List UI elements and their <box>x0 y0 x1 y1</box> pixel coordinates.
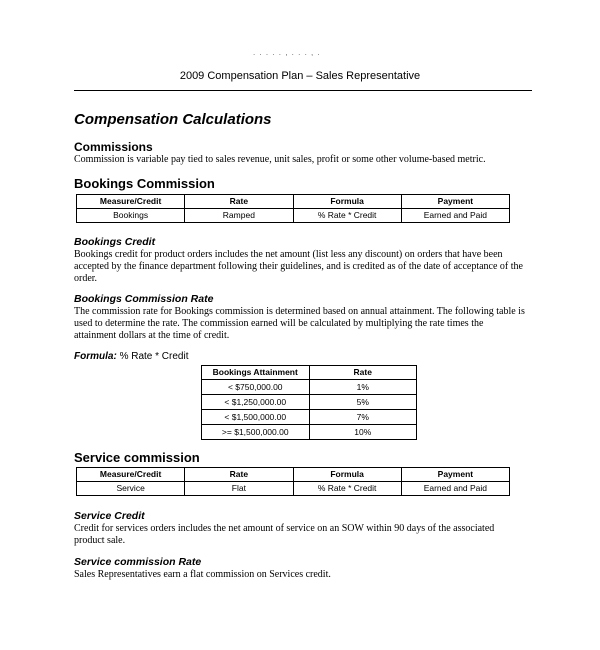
bookings-commission-rate-text: The commission rate for Bookings commission is determined based on annual attainment. The following table is used to determine the rate. The commission earned will be calculated by multiplying the rate times the attainment dollars at the time of credit. <box>74 306 525 341</box>
document-body <box>74 110 526 581</box>
table-cell: 5% <box>309 395 417 410</box>
table-row <box>202 425 417 440</box>
table-cell: < $1,250,000.00 <box>202 395 310 410</box>
header-fragment: . . . . . , . . . , . <box>253 48 321 57</box>
table-cell: Earned and Paid <box>401 482 509 496</box>
service-credit-heading: Service Credit <box>74 510 145 522</box>
commissions-heading: Commissions <box>74 140 153 154</box>
section-title: Compensation Calculations <box>74 111 272 128</box>
table-header-cell: Formula <box>293 195 401 209</box>
table-row <box>202 410 417 425</box>
table-header-row <box>77 468 510 482</box>
table-cell: Earned and Paid <box>401 209 509 223</box>
service-commission-rate-heading: Service commission Rate <box>74 556 202 568</box>
table-cell: Flat <box>185 482 293 496</box>
table-header-cell: Rate <box>185 195 293 209</box>
table-cell: 1% <box>309 380 417 395</box>
table-header-cell: Payment <box>401 195 509 209</box>
table-row <box>202 380 417 395</box>
service-commission-heading: Service commission <box>74 450 200 465</box>
attainment-table <box>201 365 417 440</box>
table-cell: < $1,500,000.00 <box>202 410 310 425</box>
service-commission-table <box>76 467 510 496</box>
table-header-cell: Measure/Credit <box>77 195 185 209</box>
table-cell: % Rate * Credit <box>293 482 401 496</box>
table-header-row <box>202 366 417 380</box>
commissions-text: Commission is variable pay tied to sales revenue, unit sales, profit or some other volume-based metric. <box>74 154 486 165</box>
table-header-cell: Rate <box>185 468 293 482</box>
bookings-credit-text: Bookings credit for product orders includes the net amount (list less any discount) on orders that have been accepted by the finance department following their guidelines, and is credited as of the date of acceptance of the order. <box>74 249 523 284</box>
table-cell: 7% <box>309 410 417 425</box>
table-cell: Service <box>77 482 185 496</box>
service-commission-rate-text: Sales Representatives earn a flat commission on Services credit. <box>74 569 331 580</box>
header-divider <box>74 90 532 91</box>
table-header-cell: Payment <box>401 468 509 482</box>
table-header-cell: Formula <box>293 468 401 482</box>
table-cell: < $750,000.00 <box>202 380 310 395</box>
table-header-cell: Rate <box>309 366 417 380</box>
table-header-cell: Measure/Credit <box>77 468 185 482</box>
formula-label: Formula: <box>74 351 117 362</box>
bookings-credit-heading: Bookings Credit <box>74 236 156 248</box>
table-cell: % Rate * Credit <box>293 209 401 223</box>
running-header-title: 2009 Compensation Plan – Sales Representative <box>179 70 421 82</box>
table-cell: Ramped <box>185 209 293 223</box>
table-cell: Bookings <box>77 209 185 223</box>
bookings-commission-rate-heading: Bookings Commission Rate <box>74 293 214 305</box>
service-credit-text: Credit for services orders includes the net amount of service on an SOW within 90 days of the associated product sale. <box>74 523 495 546</box>
table-row <box>202 395 417 410</box>
table-header-row <box>77 195 510 209</box>
formula-value: % Rate * Credit <box>119 351 189 362</box>
table-cell: >= $1,500,000.00 <box>202 425 310 440</box>
formula-line <box>74 350 526 363</box>
bookings-commission-table <box>76 194 510 223</box>
table-row <box>77 209 510 223</box>
table-row <box>77 482 510 496</box>
bookings-commission-heading: Bookings Commission <box>74 176 215 191</box>
table-header-cell: Bookings Attainment <box>202 366 310 380</box>
table-cell: 10% <box>309 425 417 440</box>
